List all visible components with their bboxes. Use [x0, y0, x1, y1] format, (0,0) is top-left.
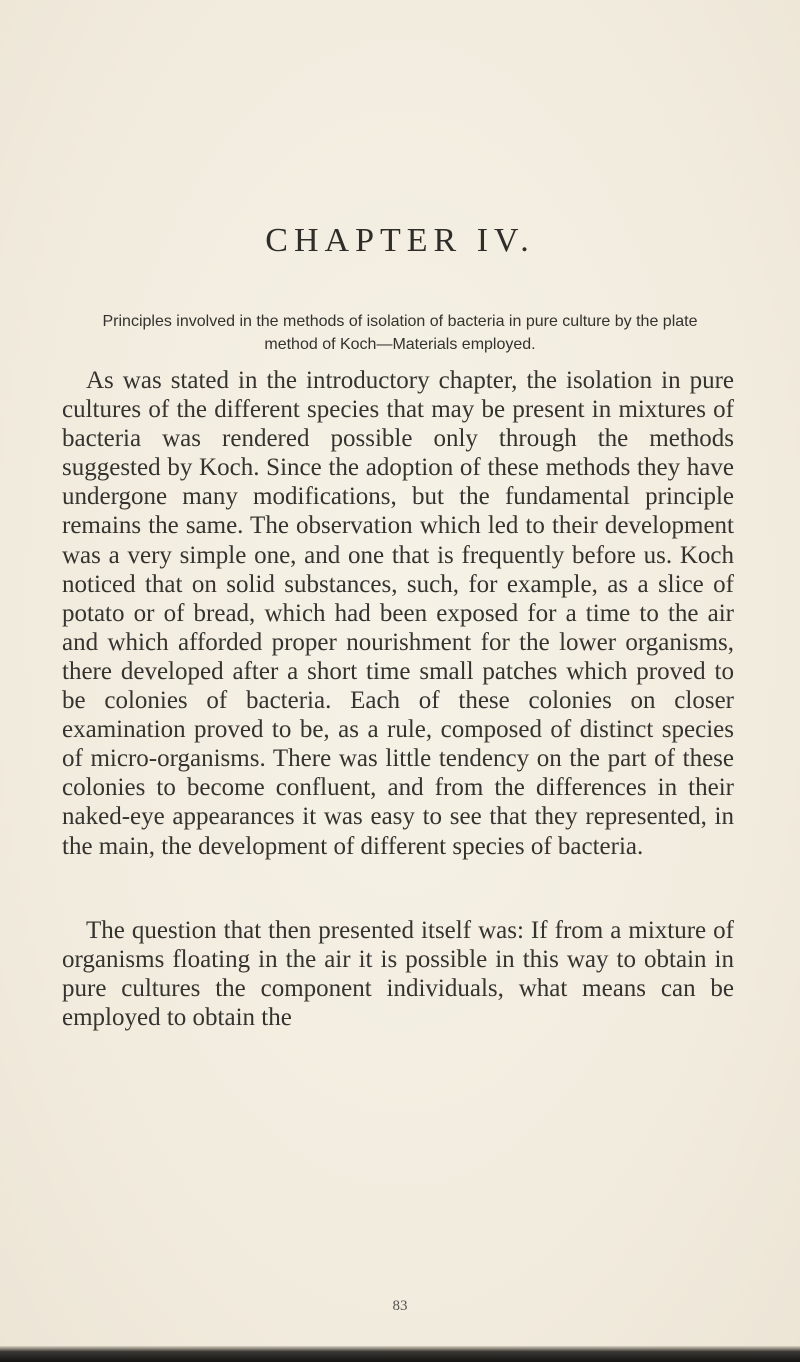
paragraph-1: As was stated in the introductory chapter, the isolation in pure cultures of the different species that may be present in mixtures of bacteria was rendered possible only through the methods suggested by Koch. Since the adoption of these methods they have undergone many modifications, but the fundamental principle remains the same. The observation which led to their development was a very simple one, and one that is frequently before us. Koch noticed that on solid substances, such, for example, as a slice of potato or of bread, which had been exposed for a time to the air and which afforded proper nourishment for the lower organisms, there developed after a short time small patches which proved to be colonies of bacteria. Each of these colonies on closer examination proved to be, as a rule, composed of distinct species of micro-organisms. There was little tendency on the part of these colonies to become confluent, and from the differences in their naked-eye appearances it was easy to see that they represented, in the main, the development of different species of bacteria.	[62, 367, 734, 860]
paragraph-2: The question that then presented itself was: If from a mixture of organisms floating in the air it is possible in this way to obtain in pure cultures the component individuals, what means can be employed to obtain the	[62, 917, 734, 1032]
page-bottom-edge	[0, 1346, 800, 1362]
chapter-title: CHAPTER IV.	[265, 222, 535, 259]
chapter-summary: Principles involved in the methods of isolation of bacteria in pure culture by the plate method of Koch—Materials employed.	[102, 313, 698, 353]
page-number: 83	[392, 1298, 408, 1314]
